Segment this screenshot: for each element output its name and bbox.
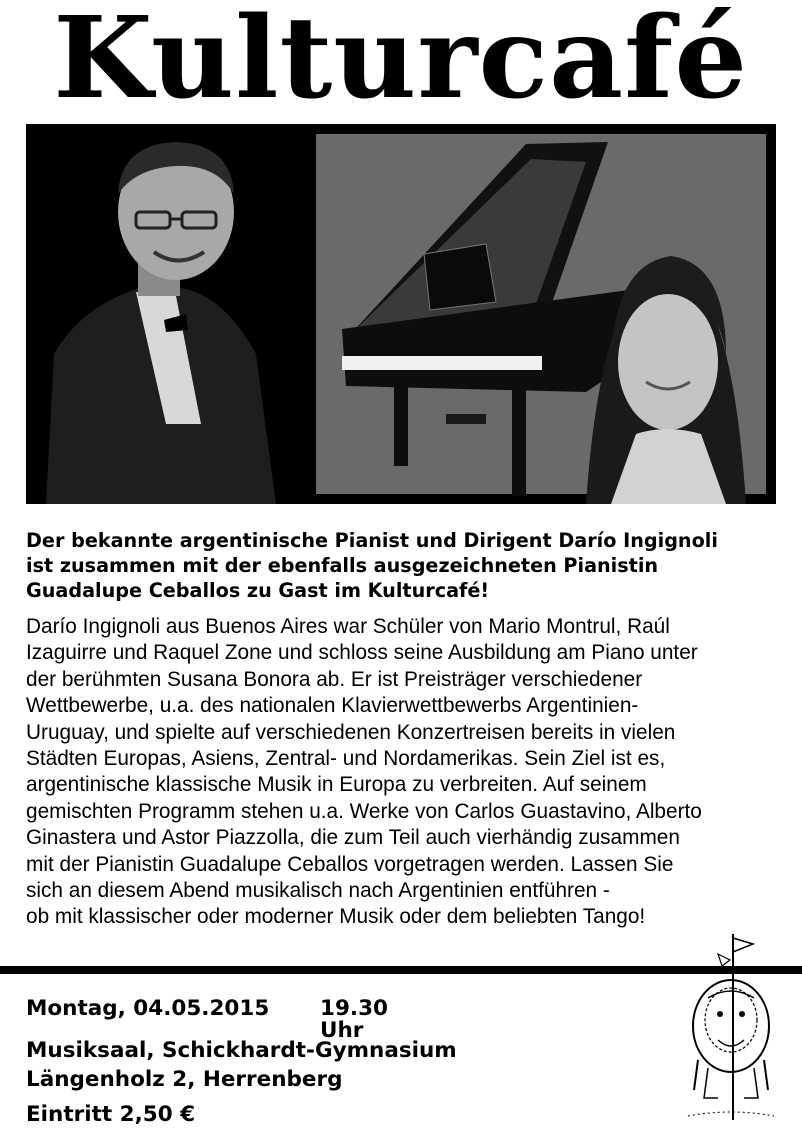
date-text: Montag, 04.05.2015 [26,996,270,1021]
entry-price: Eintritt 2,50 € [26,1102,196,1127]
body-line: gemischten Programm stehen u.a. Werke von Carlos Guastavino, Alberto [26,799,702,823]
body-line: ob mit klassischer oder moderner Musik oder dem beliebten Tango! [26,905,646,929]
body-line: der berühmten Susana Bonora ab. Er ist Preisträger verschiedener [26,667,643,691]
venue-address: Längenholz 2, Herrenberg [26,1067,343,1092]
title-text: Kulturcafé [53,0,749,124]
venue-name: Musiksaal, Schickhardt-Gymnasium [26,1038,457,1063]
body-line: mit der Pianistin Guadalupe Ceballos vorgetragen werden. Lassen Sie [26,852,674,876]
pianist-figure [46,142,276,504]
intro-line: Guadalupe Ceballos zu Gast im Kulturcafé! [26,579,490,602]
body-line: Wettbewerbe, u.a. des nationalen Klavierwettbewerbs Argentinien- [26,694,639,718]
body-line: Izaguirre und Raquel Zone und schloss seine Ausbildung am Piano unter [26,641,698,665]
event-time: 19.30 Uhr [320,996,389,1043]
intro-line: Der bekannte argentinische Pianist und Dirigent Darío Ingignoli [26,529,718,552]
body-line: argentinische klassische Musik in Europa zu verbreiten. Auf seinem [26,773,647,797]
kulturcafe-logo-icon [678,930,784,1126]
intro-paragraph [26,528,786,603]
event-date [26,996,389,1043]
intro-line: ist zusammen mit der ebenfalls ausgezeichneten Pianistin [26,554,659,577]
body-line: Städten Europas, Asiens, Zentral- und Nordamerikas. Sein Ziel ist es, [26,747,666,771]
concert-photo [26,124,776,504]
performers-illustration [26,124,776,504]
description-paragraph [26,614,786,931]
body-line: sich an diesem Abend musikalisch nach Argentinien entführen - [26,879,610,903]
body-line: Uruguay, und spielte auf verschiedenen Konzertreisen bereits in vielen [26,720,676,744]
body-line: Ginastera und Astor Piazzolla, die zum Teil auch vierhändig zusammen [26,826,680,850]
poster-title [0,0,802,124]
body-line: Darío Ingignoli aus Buenos Aires war Schüler von Mario Montrul, Raúl [26,615,670,638]
